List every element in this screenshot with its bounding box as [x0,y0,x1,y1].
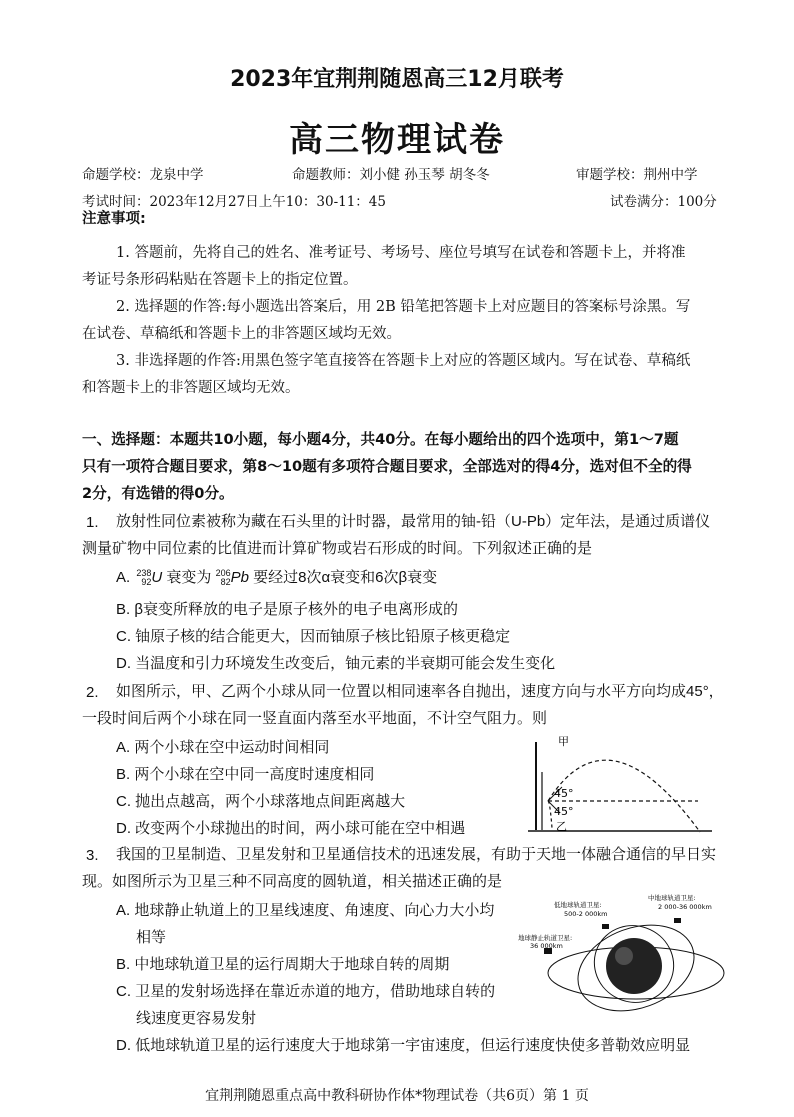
meo-range: 2 000-36 000km [658,903,712,911]
setter-school: 命题学校：龙泉中学 [82,167,204,183]
section-1-intro-line-2: 只有一项符合题目要求，第8～10题有多项符合题目要求，全部选对的得4分，选对但不全的得 [82,458,692,475]
review-school: 审题学校：荆州中学 [576,167,698,183]
exam-header-line: 2023年宜荆荆随恩高三12月联考 [230,67,564,92]
lead-nuclide-numbers [216,569,231,587]
question-2-option-a: A. 两个小球在空中运动时间相同 [116,739,330,756]
notice-item-3-line-1: 3. 非选择题的作答:用黑色签字笔直接答在答题卡上对应的答题区域内。写在试卷、草稿纸 [116,353,691,369]
geo-range: 36 000km [530,942,563,950]
orbit-figure [516,888,730,1030]
earth-highlight [615,947,633,965]
notice-item-2-line-1: 2. 选择题的作答:每小题选出答案后，用 2B 铅笔把答题卡上对应题目的答案标号涂黑。写 [116,299,691,315]
notice-item-1-line-2: 考证号条形码粘贴在答题卡上的指定位置。 [82,272,358,288]
question-2-stem-line-1: 如图所示，甲、乙两个小球从同一位置以相同速率各自抛出，速度方向与水平方向均成45°， [116,683,724,700]
question-3-option-b: B. 中地球轨道卫星的运行周期大于地球自转的周期 [116,956,450,973]
question-3-option-a-line-1: A. 地球静止轨道上的卫星线速度、角速度、向心力大小均 [116,902,495,919]
question-2-option-b: B. 两个小球在空中同一高度时速度相同 [116,766,375,783]
notice-item-3-line-2: 和答题卡上的非答题区域均无效。 [82,380,300,396]
question-1-option-d: D. 当温度和引力环境发生改变后，铀元素的半衰期可能会发生变化 [116,655,556,672]
leo-label: 低地球轨道卫星: [554,901,602,909]
question-2-stem-line-2: 一段时间后两个小球在同一竖直面内落至水平地面，不计空气阻力。则 [82,710,548,727]
angle-label-upper: 45° [554,787,574,800]
question-3-number: 3. [86,847,99,864]
section-1-intro-line-1: 一、选择题：本题共10小题，每小题4分，共40分。在每小题给出的四个选项中，第1～7题 [82,431,679,448]
question-1-stem-line-2: 测量矿物中同位素的比值进而计算矿物或岩石形成的时间。下列叙述正确的是 [82,540,593,557]
question-3-stem-line-1: 我国的卫星制造、卫星发射和卫星通信技术的迅速发展，有助于天地一体融合通信的早日实 [116,846,717,863]
notice-item-1-line-1: 1. 答题前，先将自己的姓名、准考证号、考场号、座位号填写在试卷和答题卡上，并将准 [116,245,686,261]
uranium-charge-number: 92 [141,577,152,588]
option-a-tail: 要经过8次α衰变和6次β衰变 [248,569,438,586]
option-a-label: A. [116,569,131,586]
question-2-number: 2. [86,684,99,701]
question-2-option-d: D. 改变两个小球抛出的时间，两小球可能在空中相遇 [116,820,466,837]
lead-mass-number: 206 [215,568,231,579]
geo-label: 地球静止轨道卫星: [518,934,573,942]
ball-yi-label: 乙 [556,820,567,833]
section-1-intro-line-3: 2分，有选错的得0分。 [82,485,234,502]
earth [606,938,662,994]
question-1-number: 1. [86,514,99,531]
uranium-symbol: U [151,569,163,586]
question-3-option-c-line-2: 线速度更容易发射 [136,1010,257,1027]
leo-range: 500-2 000km [564,910,608,918]
question-1-option-c: C. 铀原子核的结合能更大，因而铀原子核比铅原子核更稳定 [116,628,511,645]
question-1-stem-line-1: 放射性同位素被称为藏在石头里的计时器，最常用的铀-铅（U-Pb）定年法，是通过质谱仪 [116,513,711,530]
angle-label-lower: 45° [554,805,574,818]
notice-item-2-line-2: 在试卷、草稿纸和答题卡上的非答题区域均无效。 [82,326,401,342]
question-3-stem-line-2: 现。如图所示为卫星三种不同高度的圆轨道，相关描述正确的是 [82,873,503,890]
full-score: 试卷满分：100分 [610,194,717,210]
setter-teachers: 命题教师：刘小健 孙玉琴 胡冬冬 [292,167,490,183]
uranium-mass-number: 238 [136,568,152,579]
ball-jia-label: 甲 [558,735,569,748]
projectile-figure [528,728,718,840]
question-3-option-a-line-2: 相等 [136,929,167,946]
leo-satellite-icon [602,924,609,929]
uranium-nuclide-numbers [136,569,151,587]
question-3-option-c-line-1: C. 卫星的发射场选择在靠近赤道的地方，借助地球自转的 [116,983,496,1000]
question-1-option-b: B. β衰变所释放的电子是原子核外的电子电离形成的 [116,601,458,618]
meo-label: 中地球轨道卫星: [648,894,696,902]
notice-heading: 注意事项: [82,211,146,227]
option-a-middle: 衰变为 [162,569,216,586]
question-3-option-d: D. 低地球轨道卫星的运行速度大于地球第一宇宙速度，但运行速度快使多普勒效应明显 [116,1037,691,1054]
question-2-option-c: C. 抛出点越高，两个小球落地点间距离越大 [116,793,406,810]
page-title: 高三物理试卷 [289,120,505,160]
question-1-option-a [116,566,437,590]
lead-charge-number: 82 [220,577,231,588]
lead-symbol: Pb [230,569,249,586]
meo-satellite-icon [674,918,681,923]
exam-time: 考试时间：2023年12月27日上午10：30-11：45 [82,194,386,210]
page-footer: 宜荆荆随恩重点高中教科研协作体*物理试卷（共6页）第 1 页 [205,1088,589,1104]
